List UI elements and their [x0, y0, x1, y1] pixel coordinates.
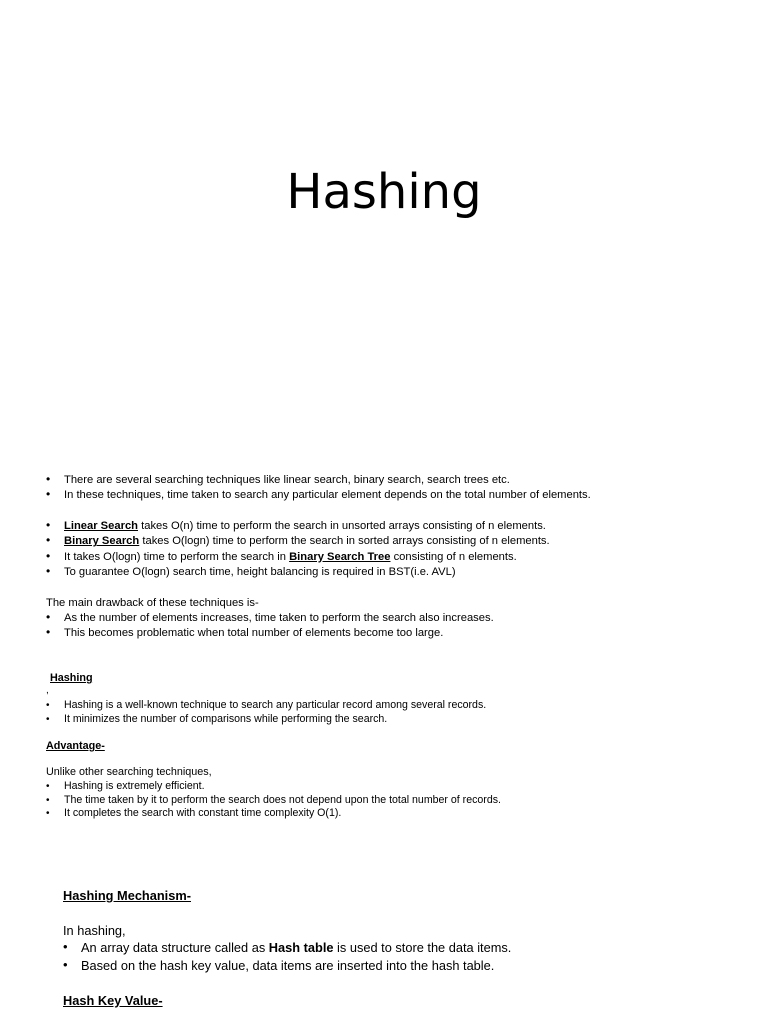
bullet-icon: •	[46, 548, 51, 563]
bullet-icon: •	[46, 518, 51, 532]
hashing-mechanism-heading: Hashing Mechanism-	[63, 888, 191, 903]
linear-search-link[interactable]: Linear Search	[64, 520, 138, 532]
list-item: • In these techniques, time taken to search any particular element depends on the total number of elements.	[46, 487, 591, 502]
list-item: • To guarantee O(logn) search time, height balancing is required in BST(i.e. AVL)	[46, 563, 456, 578]
intro-list	[46, 473, 591, 504]
list-item: • Binary Search takes O(logn) time to perform the search in sorted arrays consisting of n elements.	[46, 533, 550, 548]
hashing-list	[46, 699, 486, 726]
drawback-intro: The main drawback of these techniques is-	[46, 597, 259, 609]
list-item: • Hashing is a well-known technique to search any particular record among several records.	[46, 699, 487, 711]
mechanism-list	[63, 939, 511, 975]
advantage-heading: Advantage-	[46, 740, 105, 752]
list-item: • The time taken by it to perform the search does not depend upon the total number of records.	[46, 793, 501, 806]
list-item: • An array data structure called as Hash table is used to store the data items.	[63, 939, 512, 955]
bullet-icon: •	[46, 794, 50, 806]
advantage-list	[46, 780, 501, 821]
list-item: • Linear Search takes O(n) time to perform the search in unsorted arrays consisting of n elements.	[46, 518, 546, 532]
hashing-heading: Hashing	[50, 672, 93, 684]
bst-link[interactable]: Binary Search Tree	[289, 550, 391, 563]
list-item: • This becomes problematic when total number of elements become too large.	[46, 625, 444, 640]
bullet-icon: •	[63, 957, 68, 972]
list-item: • There are several searching techniques like linear search, binary search, search trees etc.	[46, 472, 510, 486]
bullet-icon: •	[46, 808, 50, 819]
bullet-icon: •	[46, 472, 51, 486]
list-item: • Based on the hash key value, data items are inserted into the hash table.	[63, 957, 495, 973]
drawback-list	[46, 611, 494, 642]
mechanism-intro: In hashing,	[63, 923, 126, 938]
hash-key-value-heading: Hash Key Value-	[63, 993, 163, 1008]
bullet-icon: •	[46, 625, 51, 640]
bullet-icon: •	[46, 713, 50, 725]
bullet-icon: •	[63, 939, 68, 954]
bullet-icon: •	[46, 533, 51, 548]
list-item: • Hashing is extremely efficient.	[46, 780, 205, 792]
page-title: Hashing	[286, 164, 482, 220]
complexity-list	[46, 519, 550, 580]
advantage-intro: Unlike other searching techniques,	[46, 766, 212, 778]
bullet-icon: •	[46, 700, 50, 711]
stray-comma: ,	[46, 685, 49, 696]
bullet-icon: •	[46, 487, 51, 502]
bullet-icon: •	[46, 781, 50, 792]
list-item: • As the number of elements increases, time taken to perform the search also increases.	[46, 610, 494, 624]
list-item: • It completes the search with constant time complexity O(1).	[46, 807, 342, 819]
list-item: • It minimizes the number of comparisons while performing the search.	[46, 712, 388, 725]
bullet-icon: •	[46, 610, 51, 624]
binary-search-link[interactable]: Binary Search	[64, 535, 140, 548]
list-item: • It takes O(logn) time to perform the search in Binary Search Tree consisting of n elements.	[46, 548, 517, 563]
bullet-icon: •	[46, 563, 51, 578]
